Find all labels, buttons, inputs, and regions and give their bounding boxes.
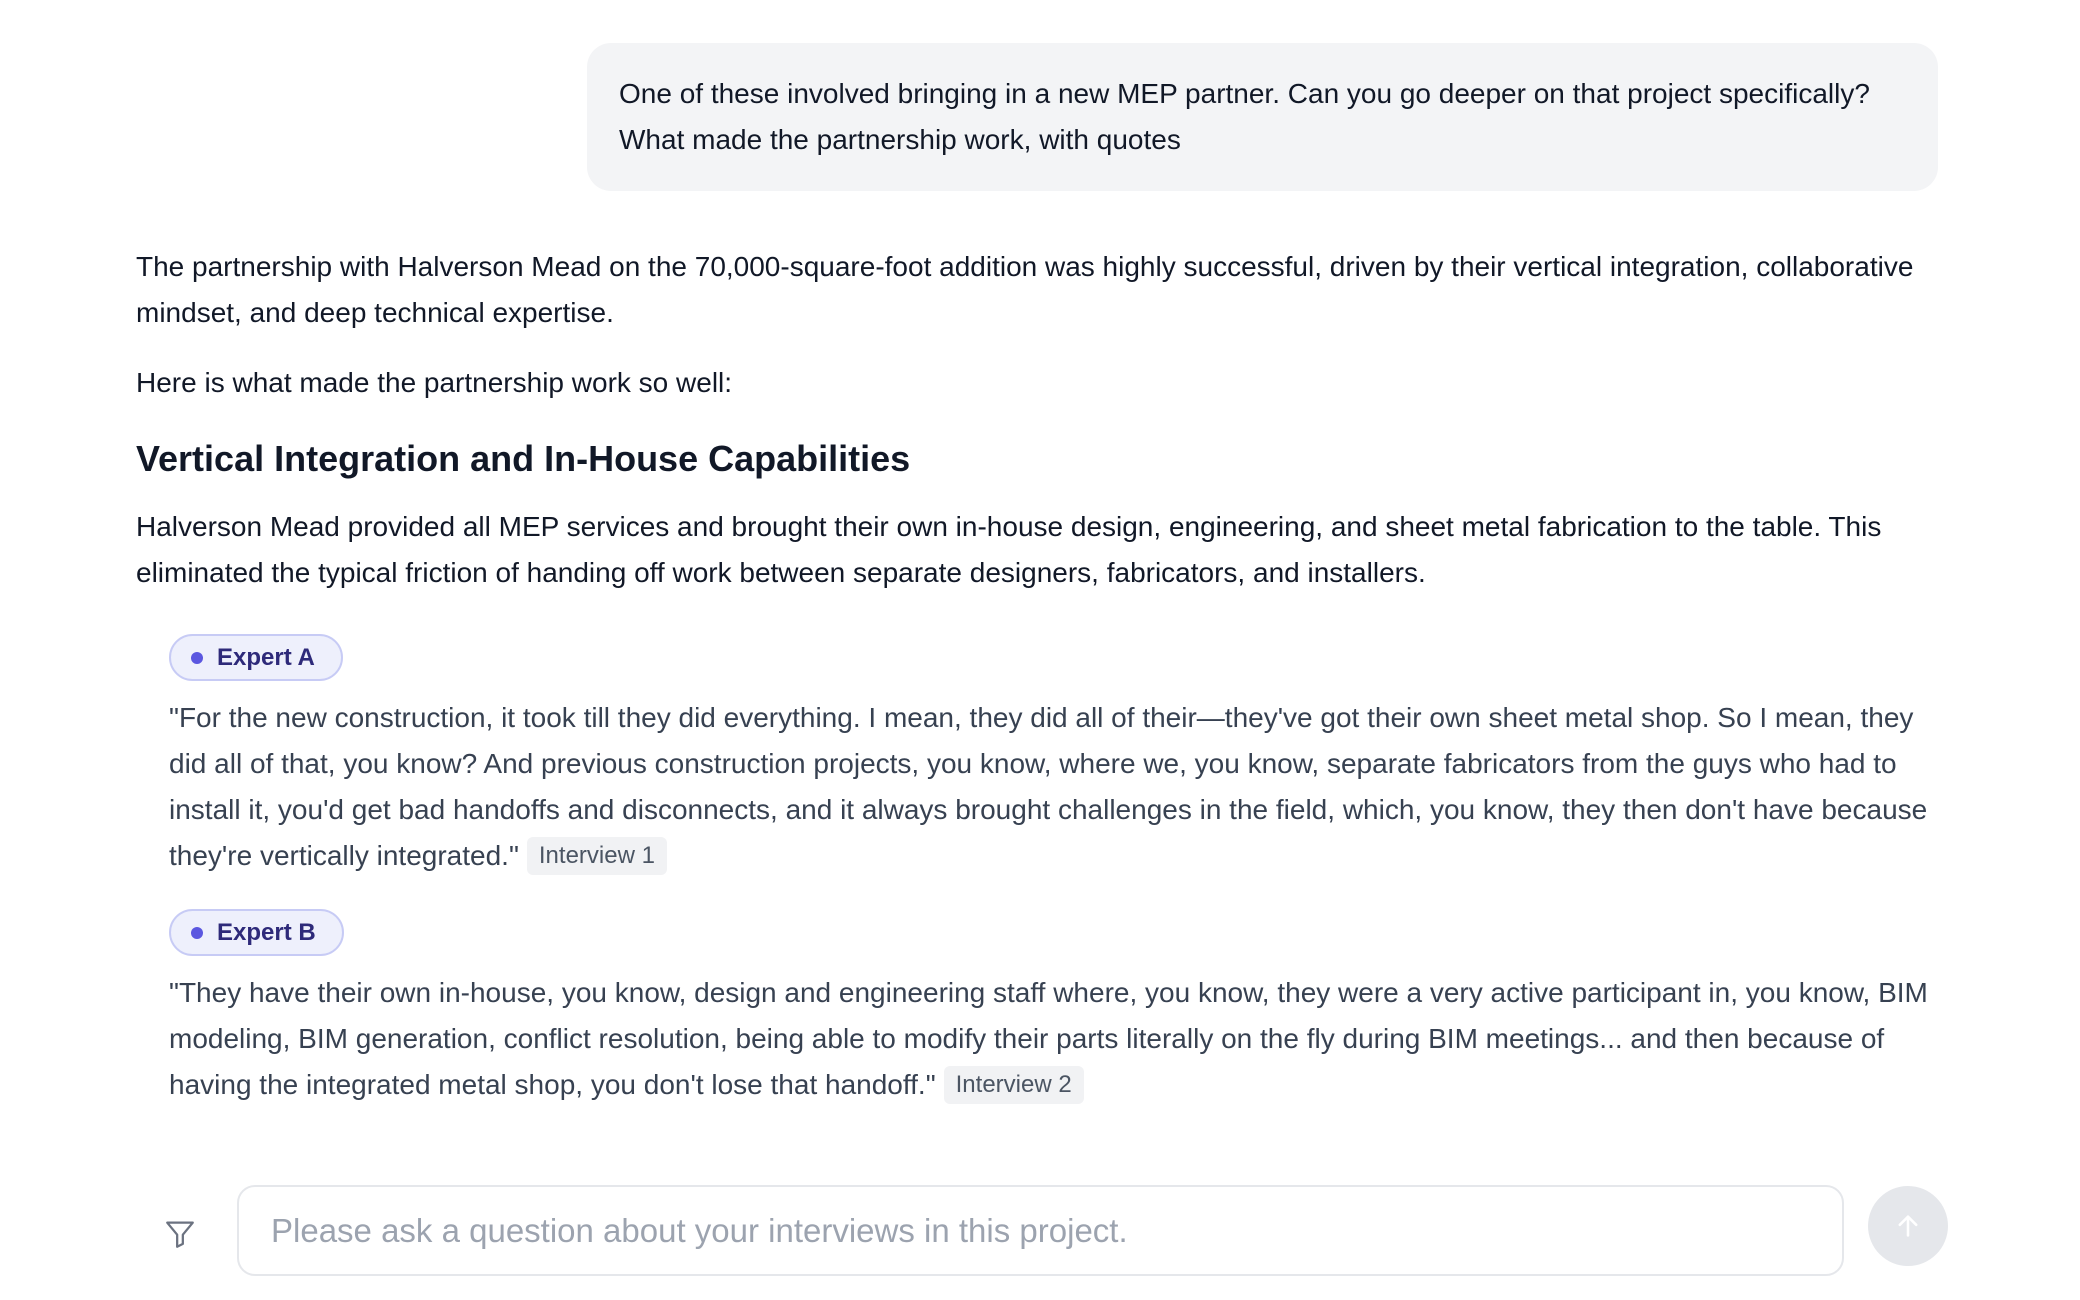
answer-intro: The partnership with Halverson Mead on the 70,000-square-foot addition was highly successful, driven by their vertical integration, collaborative mindset, and deep technical expertise.: [136, 251, 1914, 328]
expert-dot-icon: [191, 652, 203, 664]
quote-text: [169, 695, 1936, 879]
filter-button[interactable]: [160, 1214, 200, 1254]
send-button[interactable]: [1868, 1186, 1948, 1266]
expert-badge[interactable]: [169, 634, 343, 681]
source-citation-tag[interactable]: Interview 2: [944, 1066, 1084, 1104]
arrow-up-icon: [1894, 1212, 1922, 1240]
expert-badge[interactable]: [169, 909, 344, 956]
source-citation-tag[interactable]: Interview 1: [527, 837, 667, 875]
expert-label: Expert A: [217, 643, 315, 671]
quote-block: [169, 909, 1936, 1108]
answer-lead-in: Here is what made the partnership work so well:: [136, 367, 733, 398]
section-body: Halverson Mead provided all MEP services and brought their own in-house design, engineering, and sheet metal fabrication to the table. This eliminated the typical friction of handing off work between separate designers, fabricators, and installers.: [136, 511, 1882, 588]
assistant-answer: [136, 244, 1936, 1108]
quote-text: [169, 970, 1936, 1108]
quote-block: [169, 634, 1936, 879]
question-input[interactable]: [237, 1185, 1844, 1276]
user-message-text: One of these involved bringing in a new MEP partner. Can you go deeper on that project specifically? What made the partnership work, with quotes: [619, 78, 1870, 155]
user-message-bubble: [587, 43, 1938, 191]
quote-body: "They have their own in-house, you know, design and engineering staff where, you know, they were a very active participant in, you know, BIM modeling, BIM generation, conflict resolution, being able to modify their parts literally on the fly during BIM meetings... and then because of having the integrated metal shop, you don't lose that handoff.": [169, 977, 1928, 1100]
quote-body: "For the new construction, it took till they did everything. I mean, they did all of their—they've got their own sheet metal shop. So I mean, they did all of that, you know? And previous construction projects, you know, where we, you know, separate fabricators from the guys who had to install it, you'd get bad handoffs and disconnects, and it always brought challenges in the field, which, you know, they then don't have because they're vertically integrated.": [169, 702, 1928, 871]
filter-icon: [163, 1217, 197, 1251]
expert-label: Expert B: [217, 918, 316, 946]
section-heading: Vertical Integration and In-House Capabilities: [136, 438, 911, 479]
expert-dot-icon: [191, 927, 203, 939]
